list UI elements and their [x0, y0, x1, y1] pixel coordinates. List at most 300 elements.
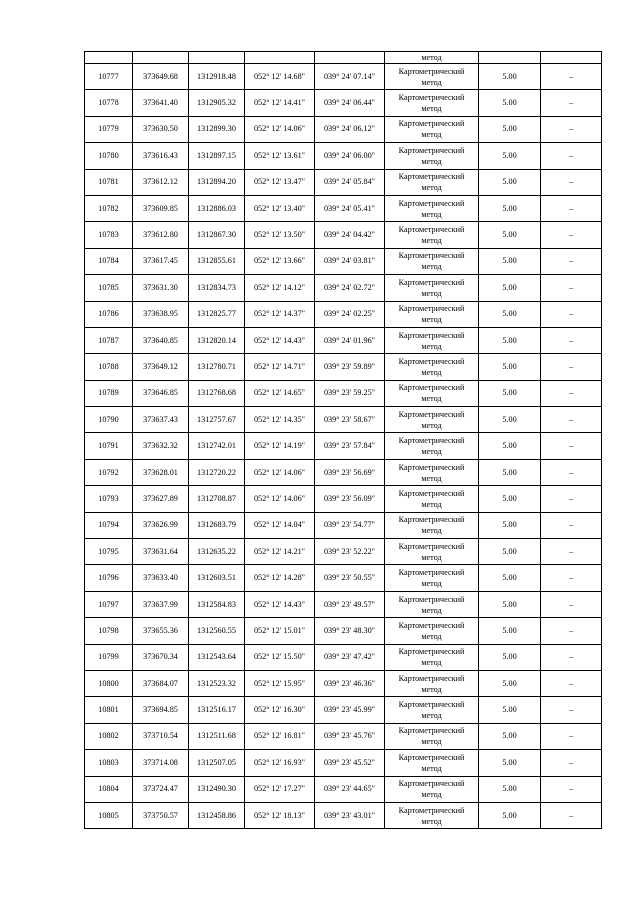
- cell-note: –: [541, 512, 602, 538]
- method-line-2: метод: [421, 816, 442, 826]
- cell-longitude: 039° 23' 48.30": [315, 618, 385, 644]
- cell-latitude: 052° 12' 14.06": [245, 459, 315, 485]
- method-line-1: Картометрический: [398, 383, 465, 393]
- method-line-2: метод: [421, 315, 442, 325]
- cell-method: [385, 64, 479, 90]
- cell-method: [385, 380, 479, 406]
- cell-method: [385, 697, 479, 723]
- cell-method: [385, 169, 479, 195]
- cell-longitude: 039° 24' 02.25": [315, 301, 385, 327]
- cell-longitude: 039° 24' 03.81": [315, 248, 385, 274]
- cell-latitude: 052° 12' 13.47": [245, 169, 315, 195]
- cell-point-number: 10780: [85, 143, 133, 169]
- cell-longitude: 039° 23' 46.36": [315, 670, 385, 696]
- method-line-1: Картометрический: [398, 436, 465, 446]
- cell-y-coordinate: 1312897.15: [189, 143, 245, 169]
- cell-error: 5.00: [479, 750, 541, 776]
- cell-point-number: 10783: [85, 222, 133, 248]
- cell-latitude: 052° 12' 14.12": [245, 275, 315, 301]
- cell-x-coordinate: 373655.36: [133, 618, 189, 644]
- cell-point-number: 10798: [85, 618, 133, 644]
- continuation-row: [85, 52, 602, 64]
- cell-y-coordinate: 1312768.68: [189, 380, 245, 406]
- cell-method: [385, 539, 479, 565]
- cell-point-number: 10805: [85, 802, 133, 828]
- cell-point-number: 10801: [85, 697, 133, 723]
- cell-point-number: 10778: [85, 90, 133, 116]
- method-line-2: метод: [421, 447, 442, 457]
- table-row: [85, 143, 602, 169]
- table-row: [85, 459, 602, 485]
- cell-y-coordinate: 1312543.64: [189, 644, 245, 670]
- cell-y-coordinate: 1312603.51: [189, 565, 245, 591]
- cell-point-number: 10777: [85, 64, 133, 90]
- method-line-2: метод: [421, 737, 442, 747]
- cell-note: –: [541, 90, 602, 116]
- cell-longitude: 039° 24' 05.84": [315, 169, 385, 195]
- cell-longitude: 039° 23' 58.67": [315, 407, 385, 433]
- method-line-2: метод: [421, 790, 442, 800]
- cell-latitude: 052° 12' 15.50": [245, 644, 315, 670]
- cell-note: –: [541, 327, 602, 353]
- method-line-1: Картометрический: [398, 620, 465, 630]
- cell-empty: [85, 52, 133, 64]
- cell-note: –: [541, 248, 602, 274]
- cell-x-coordinate: 373617.45: [133, 248, 189, 274]
- cell-error: 5.00: [479, 64, 541, 90]
- cell-x-coordinate: 373638.95: [133, 301, 189, 327]
- cell-point-number: 10794: [85, 512, 133, 538]
- method-line-2: метод: [421, 183, 442, 193]
- cell-method: [385, 90, 479, 116]
- cell-longitude: 039° 23' 56.69": [315, 459, 385, 485]
- cell-method-continuation: метод: [385, 52, 479, 64]
- cell-note: –: [541, 222, 602, 248]
- cell-error: 5.00: [479, 380, 541, 406]
- cell-latitude: 052° 12' 14.43": [245, 591, 315, 617]
- cell-note: –: [541, 275, 602, 301]
- cell-y-coordinate: 1312458.86: [189, 802, 245, 828]
- method-line-2: метод: [421, 552, 442, 562]
- table-row: [85, 433, 602, 459]
- cell-point-number: 10785: [85, 275, 133, 301]
- cell-method: [385, 195, 479, 221]
- cell-x-coordinate: 373646.85: [133, 380, 189, 406]
- table-row: [85, 776, 602, 802]
- table-row: [85, 327, 602, 353]
- cell-error: 5.00: [479, 143, 541, 169]
- method-line-2: метод: [421, 130, 442, 140]
- cell-x-coordinate: 373670.34: [133, 644, 189, 670]
- cell-method: [385, 802, 479, 828]
- cell-note: –: [541, 64, 602, 90]
- table-row: [85, 301, 602, 327]
- cell-x-coordinate: 373616.43: [133, 143, 189, 169]
- cell-method: [385, 433, 479, 459]
- cell-point-number: 10784: [85, 248, 133, 274]
- table-row: [85, 670, 602, 696]
- cell-longitude: 039° 23' 57.84": [315, 433, 385, 459]
- cell-latitude: 052° 12' 16.81": [245, 723, 315, 749]
- cell-point-number: 10792: [85, 459, 133, 485]
- cell-error: 5.00: [479, 565, 541, 591]
- method-line-2: метод: [421, 262, 442, 272]
- cell-latitude: 052° 12' 14.68": [245, 64, 315, 90]
- cell-note: –: [541, 539, 602, 565]
- cell-latitude: 052° 12' 13.50": [245, 222, 315, 248]
- cell-latitude: 052° 12' 14.65": [245, 380, 315, 406]
- method-line-2: метод: [421, 526, 442, 536]
- cell-error: 5.00: [479, 670, 541, 696]
- cell-method: [385, 512, 479, 538]
- cell-error: 5.00: [479, 459, 541, 485]
- method-line-1: Картометрический: [398, 409, 465, 419]
- cell-x-coordinate: 373641.40: [133, 90, 189, 116]
- cell-note: –: [541, 591, 602, 617]
- cell-y-coordinate: 1312867.30: [189, 222, 245, 248]
- cell-latitude: 052° 12' 13.61": [245, 143, 315, 169]
- method-line-2: метод: [421, 420, 442, 430]
- cell-point-number: 10802: [85, 723, 133, 749]
- cell-point-number: 10800: [85, 670, 133, 696]
- cell-note: –: [541, 802, 602, 828]
- cell-method: [385, 776, 479, 802]
- cell-y-coordinate: 1312820.14: [189, 327, 245, 353]
- cell-note: –: [541, 776, 602, 802]
- method-line-2: метод: [421, 711, 442, 721]
- cell-note: –: [541, 195, 602, 221]
- cell-method: [385, 275, 479, 301]
- cell-error: 5.00: [479, 275, 541, 301]
- cell-empty: [479, 52, 541, 64]
- cell-y-coordinate: 1312780.71: [189, 354, 245, 380]
- cell-error: 5.00: [479, 407, 541, 433]
- method-line-1: Картометрический: [398, 805, 465, 815]
- cell-point-number: 10779: [85, 116, 133, 142]
- cell-error: 5.00: [479, 486, 541, 512]
- cell-longitude: 039° 23' 59.89": [315, 354, 385, 380]
- cell-latitude: 052° 12' 14.21": [245, 539, 315, 565]
- cell-longitude: 039° 24' 01.96": [315, 327, 385, 353]
- cell-latitude: 052° 12' 14.35": [245, 407, 315, 433]
- cell-error: 5.00: [479, 169, 541, 195]
- cell-longitude: 039° 23' 50.55": [315, 565, 385, 591]
- method-line-2: метод: [421, 104, 442, 114]
- method-line-2: метод: [421, 209, 442, 219]
- cell-point-number: 10797: [85, 591, 133, 617]
- cell-x-coordinate: 373633.40: [133, 565, 189, 591]
- cell-error: 5.00: [479, 618, 541, 644]
- cell-error: 5.00: [479, 248, 541, 274]
- method-line-1: Картометрический: [398, 726, 465, 736]
- cell-x-coordinate: 373609.85: [133, 195, 189, 221]
- cell-x-coordinate: 373626.99: [133, 512, 189, 538]
- table-body: [85, 52, 602, 829]
- cell-error: 5.00: [479, 802, 541, 828]
- cell-note: –: [541, 169, 602, 195]
- method-line-1: Картометрический: [398, 779, 465, 789]
- cell-note: –: [541, 433, 602, 459]
- method-line-2: метод: [421, 499, 442, 509]
- cell-latitude: 052° 12' 13.40": [245, 195, 315, 221]
- cell-point-number: 10789: [85, 380, 133, 406]
- cell-note: –: [541, 143, 602, 169]
- cell-x-coordinate: 373631.64: [133, 539, 189, 565]
- cell-note: –: [541, 380, 602, 406]
- method-line-2: метод: [421, 367, 442, 377]
- cell-y-coordinate: 1312560.55: [189, 618, 245, 644]
- cell-y-coordinate: 1312720.22: [189, 459, 245, 485]
- method-line-1: Картометрический: [398, 568, 465, 578]
- method-line-1: Картометрический: [398, 330, 465, 340]
- cell-y-coordinate: 1312742.01: [189, 433, 245, 459]
- cell-point-number: 10803: [85, 750, 133, 776]
- cell-note: –: [541, 459, 602, 485]
- cell-point-number: 10786: [85, 301, 133, 327]
- method-line-1: Картометрический: [398, 251, 465, 261]
- cell-empty: [133, 52, 189, 64]
- cell-error: 5.00: [479, 644, 541, 670]
- cell-x-coordinate: 373649.68: [133, 64, 189, 90]
- cell-method: [385, 116, 479, 142]
- cell-method: [385, 327, 479, 353]
- cell-note: –: [541, 486, 602, 512]
- table-row: [85, 723, 602, 749]
- method-line-2: метод: [421, 684, 442, 694]
- cell-x-coordinate: 373694.85: [133, 697, 189, 723]
- cell-error: 5.00: [479, 433, 541, 459]
- cell-y-coordinate: 1312511.68: [189, 723, 245, 749]
- method-line-1: Картометрический: [398, 673, 465, 683]
- cell-x-coordinate: 373631.30: [133, 275, 189, 301]
- cell-x-coordinate: 373612.12: [133, 169, 189, 195]
- cell-error: 5.00: [479, 723, 541, 749]
- method-line-2: метод: [421, 579, 442, 589]
- cell-latitude: 052° 12' 15.95": [245, 670, 315, 696]
- cell-longitude: 039° 23' 45.76": [315, 723, 385, 749]
- cell-method: [385, 670, 479, 696]
- cell-point-number: 10799: [85, 644, 133, 670]
- method-line-2: метод: [421, 605, 442, 615]
- cell-error: 5.00: [479, 591, 541, 617]
- cell-error: 5.00: [479, 301, 541, 327]
- method-line-1: Картометрический: [398, 700, 465, 710]
- cell-note: –: [541, 354, 602, 380]
- cell-longitude: 039° 24' 04.42": [315, 222, 385, 248]
- cell-latitude: 052° 12' 17.27": [245, 776, 315, 802]
- table-row: [85, 90, 602, 116]
- method-line-2: метод: [421, 473, 442, 483]
- cell-y-coordinate: 1312757.67: [189, 407, 245, 433]
- cell-note: –: [541, 697, 602, 723]
- cell-longitude: 039° 23' 43.01": [315, 802, 385, 828]
- cell-empty: [315, 52, 385, 64]
- cell-empty: [245, 52, 315, 64]
- table-row: [85, 169, 602, 195]
- cell-method: [385, 723, 479, 749]
- method-line-2: метод: [421, 658, 442, 668]
- cell-method: [385, 222, 479, 248]
- cell-empty: [541, 52, 602, 64]
- cell-x-coordinate: 373724.47: [133, 776, 189, 802]
- cell-note: –: [541, 723, 602, 749]
- method-line-2: метод: [421, 288, 442, 298]
- table-row: [85, 248, 602, 274]
- cell-y-coordinate: 1312635.22: [189, 539, 245, 565]
- cell-y-coordinate: 1312507.05: [189, 750, 245, 776]
- cell-latitude: 052° 12' 14.19": [245, 433, 315, 459]
- cell-error: 5.00: [479, 90, 541, 116]
- table-row: [85, 195, 602, 221]
- cell-method: [385, 750, 479, 776]
- cell-y-coordinate: 1312918.48: [189, 64, 245, 90]
- method-line-1: Картометрический: [398, 647, 465, 657]
- method-line-2: метод: [421, 763, 442, 773]
- method-line-2: метод: [421, 156, 442, 166]
- cell-latitude: 052° 12' 14.71": [245, 354, 315, 380]
- table-row: [85, 750, 602, 776]
- cell-error: 5.00: [479, 222, 541, 248]
- cell-y-coordinate: 1312584.83: [189, 591, 245, 617]
- cell-x-coordinate: 373630.50: [133, 116, 189, 142]
- table-row: [85, 512, 602, 538]
- method-line-1: Картометрический: [398, 462, 465, 472]
- cell-y-coordinate: 1312855.61: [189, 248, 245, 274]
- cell-method: [385, 565, 479, 591]
- cell-method: [385, 459, 479, 485]
- cell-longitude: 039° 23' 54.77": [315, 512, 385, 538]
- cell-point-number: 10782: [85, 195, 133, 221]
- cell-y-coordinate: 1312905.32: [189, 90, 245, 116]
- cell-y-coordinate: 1312523.32: [189, 670, 245, 696]
- cell-method: [385, 301, 479, 327]
- cell-latitude: 052° 12' 14.06": [245, 116, 315, 142]
- method-line-1: Картометрический: [398, 119, 465, 129]
- cell-y-coordinate: 1312894.20: [189, 169, 245, 195]
- method-line-1: Картометрический: [398, 66, 465, 76]
- cell-longitude: 039° 23' 59.25": [315, 380, 385, 406]
- cell-longitude: 039° 24' 05.41": [315, 195, 385, 221]
- cell-method: [385, 407, 479, 433]
- cell-y-coordinate: 1312825.77: [189, 301, 245, 327]
- cell-error: 5.00: [479, 776, 541, 802]
- cell-longitude: 039° 23' 47.42": [315, 644, 385, 670]
- method-line-1: Картометрический: [398, 488, 465, 498]
- method-line-2: метод: [421, 77, 442, 87]
- cell-latitude: 052° 12' 14.28": [245, 565, 315, 591]
- cell-method: [385, 591, 479, 617]
- cell-method: [385, 354, 479, 380]
- cell-longitude: 039° 23' 52.22": [315, 539, 385, 565]
- cell-longitude: 039° 24' 07.14": [315, 64, 385, 90]
- cell-longitude: 039° 24' 02.72": [315, 275, 385, 301]
- table-row: [85, 644, 602, 670]
- cell-point-number: 10796: [85, 565, 133, 591]
- cell-longitude: 039° 23' 45.52": [315, 750, 385, 776]
- table-row: [85, 275, 602, 301]
- method-line-1: Картометрический: [398, 356, 465, 366]
- cell-note: –: [541, 644, 602, 670]
- table-row: [85, 539, 602, 565]
- cell-latitude: 052° 12' 14.04": [245, 512, 315, 538]
- method-line-1: Картометрический: [398, 198, 465, 208]
- method-line-1: Картометрический: [398, 277, 465, 287]
- cell-x-coordinate: 373627.89: [133, 486, 189, 512]
- cell-point-number: 10795: [85, 539, 133, 565]
- cell-y-coordinate: 1312683.79: [189, 512, 245, 538]
- table-row: [85, 486, 602, 512]
- cell-longitude: 039° 23' 45.99": [315, 697, 385, 723]
- cell-x-coordinate: 373710.54: [133, 723, 189, 749]
- cell-error: 5.00: [479, 512, 541, 538]
- table-row: [85, 407, 602, 433]
- cell-point-number: 10790: [85, 407, 133, 433]
- cell-point-number: 10787: [85, 327, 133, 353]
- cell-latitude: 052° 12' 14.37": [245, 301, 315, 327]
- cell-method: [385, 618, 479, 644]
- cell-error: 5.00: [479, 354, 541, 380]
- table-row: [85, 380, 602, 406]
- cell-latitude: 052° 12' 16.93": [245, 750, 315, 776]
- cell-x-coordinate: 373649.12: [133, 354, 189, 380]
- method-line-1: Картометрический: [398, 93, 465, 103]
- cell-error: 5.00: [479, 195, 541, 221]
- method-line-1: Картометрический: [398, 594, 465, 604]
- method-line-1: Картометрический: [398, 145, 465, 155]
- cell-y-coordinate: 1312834.73: [189, 275, 245, 301]
- cell-method: [385, 486, 479, 512]
- cell-latitude: 052° 12' 13.66": [245, 248, 315, 274]
- cell-longitude: 039° 24' 06.44": [315, 90, 385, 116]
- cell-point-number: 10791: [85, 433, 133, 459]
- table-row: [85, 116, 602, 142]
- table-row: [85, 802, 602, 828]
- cell-point-number: 10788: [85, 354, 133, 380]
- cell-x-coordinate: 373750.57: [133, 802, 189, 828]
- cell-y-coordinate: 1312899.30: [189, 116, 245, 142]
- cell-note: –: [541, 750, 602, 776]
- cell-x-coordinate: 373628.01: [133, 459, 189, 485]
- method-line-1: Картометрический: [398, 225, 465, 235]
- cell-method: [385, 644, 479, 670]
- cell-latitude: 052° 12' 16.30": [245, 697, 315, 723]
- cell-method: [385, 143, 479, 169]
- cell-note: –: [541, 116, 602, 142]
- cell-note: –: [541, 565, 602, 591]
- cell-x-coordinate: 373612.80: [133, 222, 189, 248]
- cell-point-number: 10804: [85, 776, 133, 802]
- cell-note: –: [541, 407, 602, 433]
- method-line-1: Картометрический: [398, 752, 465, 762]
- cell-x-coordinate: 373640.85: [133, 327, 189, 353]
- method-line-1: Картометрический: [398, 304, 465, 314]
- method-line-2: метод: [421, 394, 442, 404]
- cell-y-coordinate: 1312886.03: [189, 195, 245, 221]
- cell-note: –: [541, 301, 602, 327]
- cell-error: 5.00: [479, 539, 541, 565]
- cell-note: –: [541, 670, 602, 696]
- cell-x-coordinate: 373632.32: [133, 433, 189, 459]
- cell-empty: [189, 52, 245, 64]
- cell-x-coordinate: 373684.07: [133, 670, 189, 696]
- coordinates-table: [84, 51, 602, 829]
- cell-longitude: 039° 23' 56.09": [315, 486, 385, 512]
- cell-x-coordinate: 373714.08: [133, 750, 189, 776]
- cell-point-number: 10793: [85, 486, 133, 512]
- cell-latitude: 052° 12' 18.13": [245, 802, 315, 828]
- method-line-2: метод: [421, 236, 442, 246]
- cell-latitude: 052° 12' 14.41": [245, 90, 315, 116]
